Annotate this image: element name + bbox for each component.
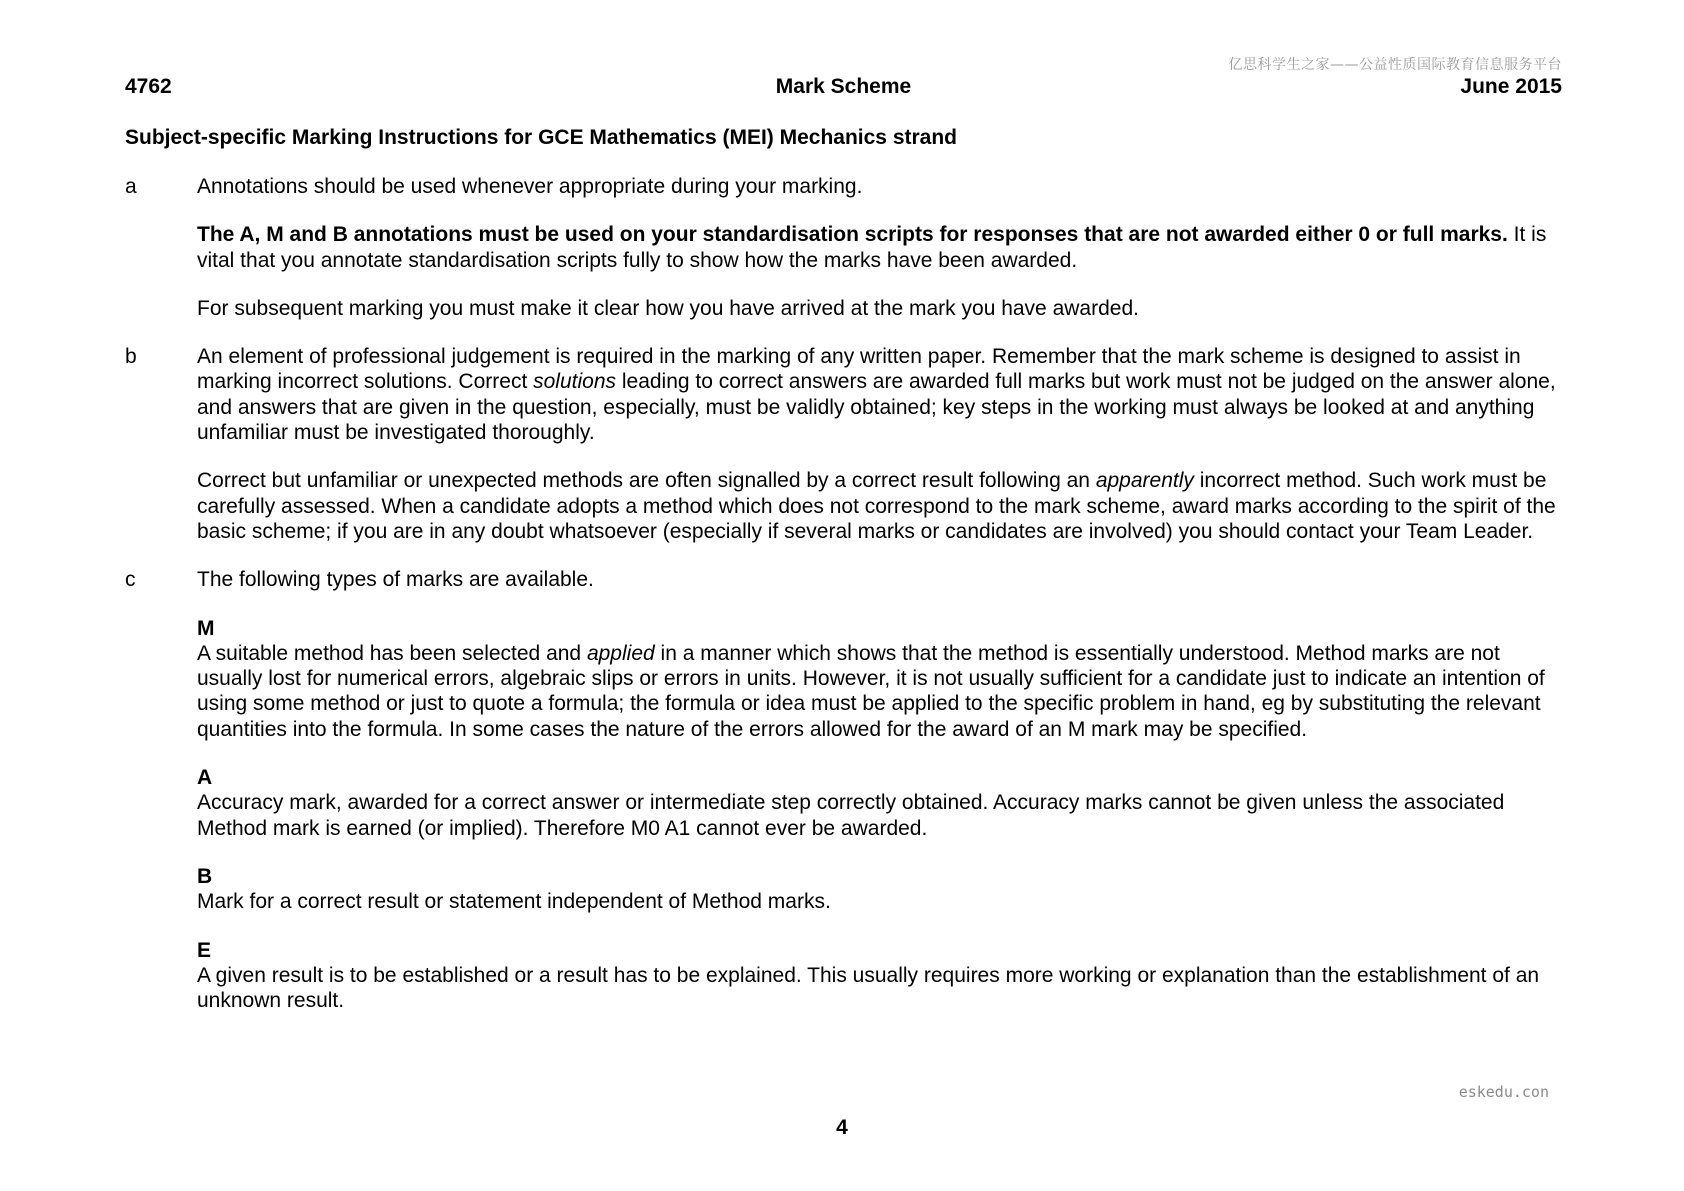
watermark-bottom-text: eskedu.con — [1458, 1083, 1549, 1101]
mark-type-m — [197, 616, 1565, 742]
italic-text: apparently — [1095, 469, 1194, 493]
mark-type-a — [197, 765, 1565, 841]
paragraph — [197, 344, 1565, 445]
item-marker: b — [125, 345, 137, 369]
mark-type-e — [197, 938, 1565, 1014]
text: leading to correct answers are awarded full marks but work must not be judged on the answer alone, and answers that are given in the question, especially, must be validly obtained; key steps in the working must always be looked at and anything unfamiliar must be investigated thoroughly. — [197, 370, 1556, 445]
text: An element of professional judgement is required in the marking of any written paper. Remember that the mark scheme is designed to assist in marking incorrect solutions. Correct — [197, 345, 1521, 394]
mark-type-description: Mark for a correct result or statement independent of Method marks. — [197, 890, 831, 914]
item-marker: c — [125, 568, 136, 592]
text: in a manner which shows that the method is essentially understood. Method marks are not usually lost for numerical errors, algebraic slips or errors in units. However, it is not usually sufficient for a candidate just to indicate an intention of using some method or just to quote a formula; the formula or idea must be applied to the specific problem in hand, eg by substituting the relevant quantities into the formula. In some cases the nature of the errors allowed for the award of an M mark may be specified. — [197, 641, 1545, 741]
mark-type-description: A given result is to be established or a result has to be explained. This usually requires more working or explanation than the establishment of an unknown result. — [197, 963, 1540, 1013]
paper-code: 4762 — [125, 75, 172, 98]
paragraph: Annotations should be used whenever appropriate during your marking. — [197, 175, 863, 198]
mark-type-title: E — [197, 938, 212, 962]
section-heading: Subject-specific Marking Instructions for GCE Mathematics (MEI) Mechanics strand — [125, 126, 958, 149]
instruction-item-b — [125, 344, 1565, 544]
mark-type-title: M — [197, 616, 215, 640]
mark-type-description — [197, 641, 1565, 742]
page-number: 4 — [836, 1116, 848, 1139]
bold-text: The A, M and B annotations must be used on your standardisation scripts for responses that are not awarded either 0 or full marks. — [197, 223, 1508, 247]
text: Correct but unfamiliar or unexpected methods are often signalled by a correct result following an — [197, 469, 1096, 493]
instruction-item-a — [125, 174, 1565, 321]
document-title: Mark Scheme — [775, 75, 912, 98]
mark-type-description: Accuracy mark, awarded for a correct answer or intermediate step correctly obtained. Accuracy marks cannot be given unless the associated Method mark is earned (or implied). Therefore M0 A1 cannot ever be awarded. — [197, 791, 1505, 840]
exam-date: June 2015 — [1460, 75, 1562, 98]
paragraph: The following types of marks are available. — [197, 568, 594, 592]
instructions-list — [125, 174, 1565, 1036]
page-header — [125, 75, 1562, 101]
italic-text: applied — [586, 641, 655, 665]
mark-type-b — [197, 864, 1565, 915]
mark-type-title: B — [197, 864, 213, 888]
item-marker: a — [125, 175, 137, 198]
paragraph: For subsequent marking you must make it clear how you have arrived at the mark you have awarded. — [197, 296, 1139, 320]
text: It is vital that you annotate standardisation scripts fully to show how the marks have been awarded. — [197, 223, 1547, 272]
text: incorrect method. Such work must be carefully assessed. When a candidate adopts a method which does not correspond to the mark scheme, award marks according to the spirit of the basic scheme; if you are in any doubt whatsoever (especially if several marks or candidates are involved) you should contact your Team Leader. — [197, 469, 1556, 543]
text: A suitable method has been selected and — [197, 641, 587, 665]
watermark-top-text: 亿思科学生之家——公益性质国际教育信息服务平台 — [1228, 57, 1562, 73]
paragraph — [197, 222, 1565, 273]
instruction-item-c — [125, 567, 1565, 1013]
mark-type-title: A — [197, 766, 213, 790]
italic-text: solutions — [533, 370, 617, 394]
paragraph — [197, 468, 1565, 544]
